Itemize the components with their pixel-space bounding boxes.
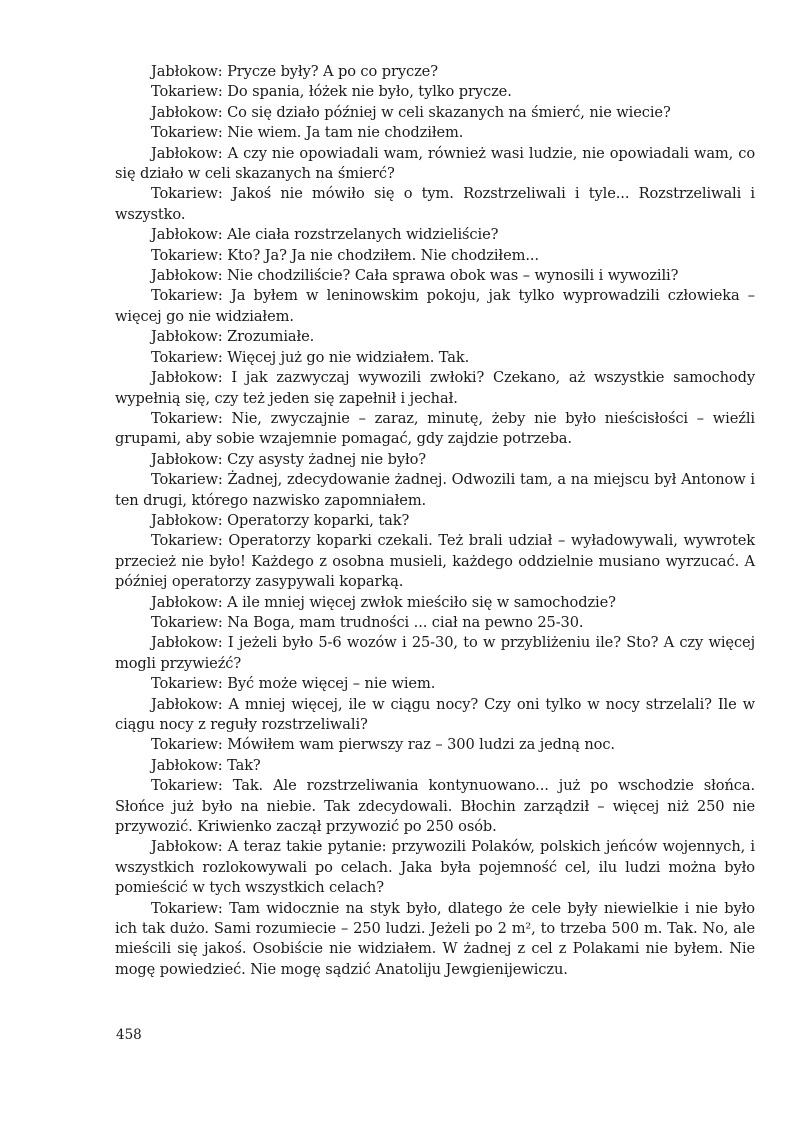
paragraph: Jabłokow: A mniej więcej, ile w ciągu nocy? Czy oni tylko w nocy strzelali? Ile w ciągu nocy z reguły rozstrzeliwali? <box>115 695 755 733</box>
paragraph: Tokariew: Więcej już go nie widziałem. Tak. <box>151 348 470 366</box>
paragraph: Tokariew: Być może więcej – nie wiem. <box>151 675 436 693</box>
paragraph: Jabłokow: Nie chodziliście? Cała sprawa obok was – wynosili i wywozili? <box>151 267 679 285</box>
paragraph: Tokariew: Kto? Ja? Ja nie chodziłem. Nie chodziłem... <box>151 246 539 264</box>
paragraph: Jabłokow: A ile mniej więcej zwłok mieściło się w samochodzie? <box>151 593 616 611</box>
paragraph: Jabłokow: I jak zazwyczaj wywozili zwłoki? Czekano, aż wszystkie samochody wypełnią się, czy też jeden się zapełnił i jechał. <box>115 369 755 407</box>
page-number: 458 <box>116 1027 142 1043</box>
paragraph: Jabłokow: Ale ciała rozstrzelanych widzieliście? <box>151 226 499 244</box>
paragraph: Jabłokow: A czy nie opowiadali wam, również wasi ludzie, nie opowiadali wam, co się działo w celi skazanych na śmierć? <box>115 144 755 183</box>
paragraph: Tokariew: Jakoś nie mówiło się o tym. Rozstrzeliwali i tyle... Rozstrzeliwali i wszystko. <box>115 185 755 223</box>
paragraph: Jabłokow: A teraz takie pytanie: przywozili Polaków, polskich jeńców wojennych, i wszystkich rozlokowywali po celach. Jaka była pojemność cel, ilu ludzi można było pomieścić w tych wszystkich celach? <box>115 838 755 897</box>
paragraph: Jabłokow: Operatorzy koparki, tak? <box>151 511 410 529</box>
paragraph: Tokariew: Mówiłem wam pierwszy raz – 300 ludzi za jedną noc. <box>151 736 615 754</box>
paragraph: Tokariew: Na Boga, mam trudności ... ciał na pewno 25-30. <box>151 613 584 631</box>
paragraph: Tokariew: Tak. Ale rozstrzeliwania kontynuowano... już po wschodzie słońca. Słońce już było na niebie. Tak zdecydowali. Błochin zarządził – więcej niż 250 nie przywozić. Kriwienko zaczął przywozić po 250 osób. <box>115 777 755 836</box>
paragraph: Tokariew: Żadnej, zdecydowanie żadnej. Odwozili tam, a na miejscu był Antonow i ten drugi, którego nazwisko zapomniałem. <box>115 471 755 509</box>
paragraph: Jabłokow: Prycze były? A po co prycze? <box>151 63 438 80</box>
paragraph: Tokariew: Nie wiem. Ja tam nie chodziłem. <box>151 124 464 142</box>
paragraph: Tokariew: Nie, zwyczajnie – zaraz, minutę, żeby nie było nieścisłości – wieźli grupami, aby sobie wzajemnie pomagać, gdy zajdzie potrzeba. <box>115 409 755 448</box>
paragraph: Jabłokow: I jeżeli było 5-6 wozów i 25-30, to w przybliżeniu ile? Sto? A czy więcej mogli przywieźć? <box>115 634 755 672</box>
paragraph: Tokariew: Operatorzy koparki czekali. Też brali udział – wyładowywali, wywrotek przecież nie było! Każdego z osobna musieli, każdego oddzielnie musiano wyrzucać. A później operatorzy zasypywali koparką. <box>115 532 755 591</box>
paragraph: Tokariew: Ja byłem w leninowskim pokoju, jak tylko wyprowadzili człowieka – więcej go nie widziałem. <box>115 287 755 325</box>
paragraph: Tokariew: Do spania, łóżek nie było, tylko prycze. <box>151 83 512 101</box>
paragraph: Jabłokow: Tak? <box>151 756 261 774</box>
page-body <box>115 62 755 980</box>
paragraph: Jabłokow: Zrozumiałe. <box>151 328 315 346</box>
paragraph: Jabłokow: Co się działo później w celi skazanych na śmierć, nie wiecie? <box>151 103 671 121</box>
paragraph: Jabłokow: Czy asysty żadnej nie było? <box>151 450 426 468</box>
paragraph: Tokariew: Tam widocznie na styk było, dlatego że cele były niewielkie i nie było ich tak dużo. Sami rozumiecie – 250 ludzi. Jeżeli po 2 m², to trzeba 500 m. Tak. No, ale mieścili się jakoś. Osobiście nie widziałem. W żadnej z cel z Polakami nie byłem. Nie mogę powiedzieć. Nie mogę sądzić Anatoliju Jewgienijewiczu. <box>115 899 755 978</box>
